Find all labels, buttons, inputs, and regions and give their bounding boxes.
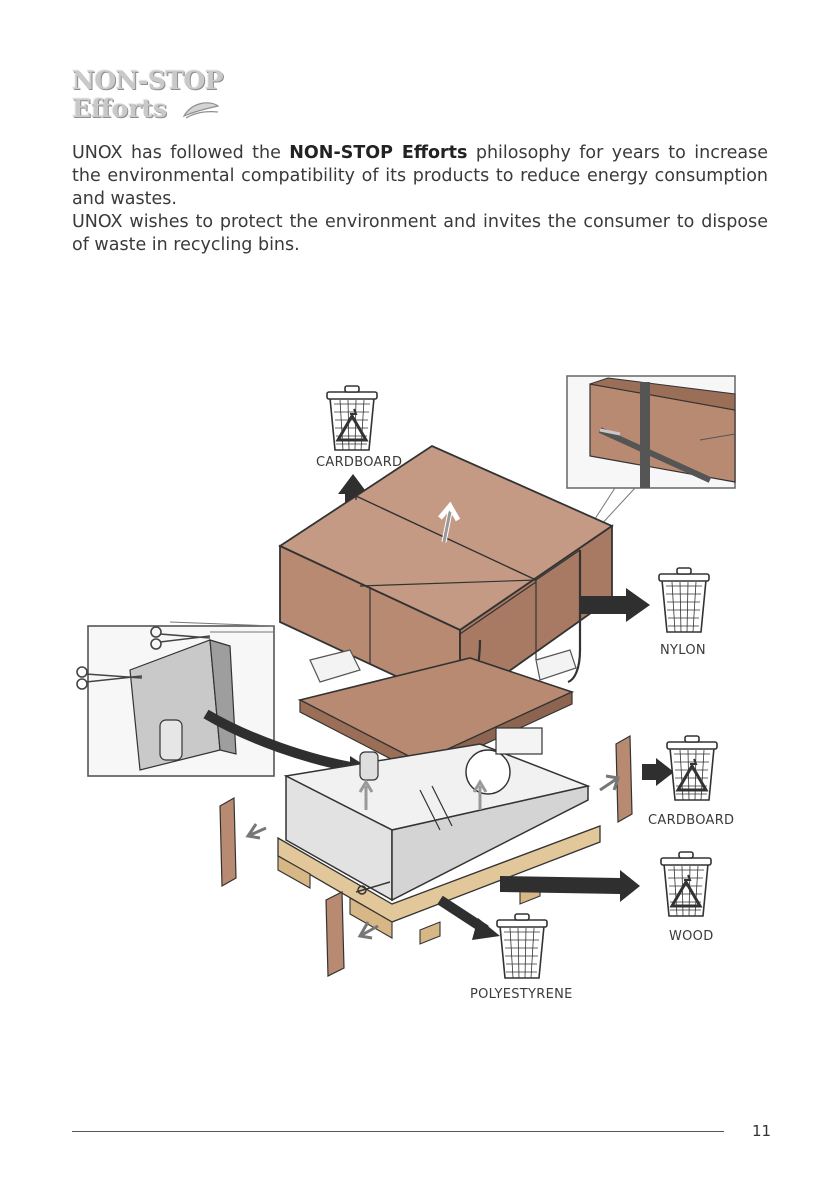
- arrow-to-polyestyrene-icon: [440, 900, 500, 940]
- non-stop-efforts-logo: [72, 66, 252, 124]
- nylon-bin-icon: [659, 568, 709, 632]
- wood-bin-icon: [661, 852, 711, 916]
- page-number: 11: [752, 1122, 772, 1140]
- packaging-disposal-illustration: [60, 370, 780, 1010]
- arrow-to-cardboard-icon: [642, 758, 674, 786]
- cardboard-bin-icon-right: [667, 736, 717, 800]
- footer-divider: [72, 1131, 724, 1132]
- intro-p1-bold: NON-STOP Efforts: [289, 143, 468, 163]
- inset-scissors-cut: [77, 622, 274, 776]
- label-nylon: NYLON: [660, 643, 706, 658]
- label-polyestyrene: POLYESTYRENE: [470, 987, 573, 1002]
- intro-paragraph-1: [72, 142, 768, 211]
- corner-protector-left: [220, 798, 236, 886]
- polyestyrene-bin-icon: [497, 914, 547, 978]
- cardboard-bin-icon-top: [327, 386, 377, 450]
- inset-strap-cut: [567, 376, 735, 488]
- label-wood: WOOD: [669, 929, 714, 944]
- logo-line-2: Efforts: [72, 94, 168, 123]
- intro-paragraph-2: UNOX wishes to protect the environment and invites the consumer to dispose of waste in recycling bins.: [72, 212, 768, 255]
- intro-p1-before: UNOX has followed the: [72, 143, 290, 163]
- corner-protector-bottom: [326, 892, 344, 976]
- leaf-icon: [182, 100, 220, 120]
- intro-text: [72, 142, 768, 257]
- intro-p1-after: philosophy for years to increase the environmental compatibility of its products to reduce energy consumption and wastes.: [72, 143, 768, 209]
- label-cardboard-right: CARDBOARD: [648, 813, 735, 828]
- illustration-svg: [60, 370, 780, 1010]
- label-cardboard-top: CARDBOARD: [316, 455, 403, 470]
- logo-line-1: NON-STOP: [72, 66, 224, 95]
